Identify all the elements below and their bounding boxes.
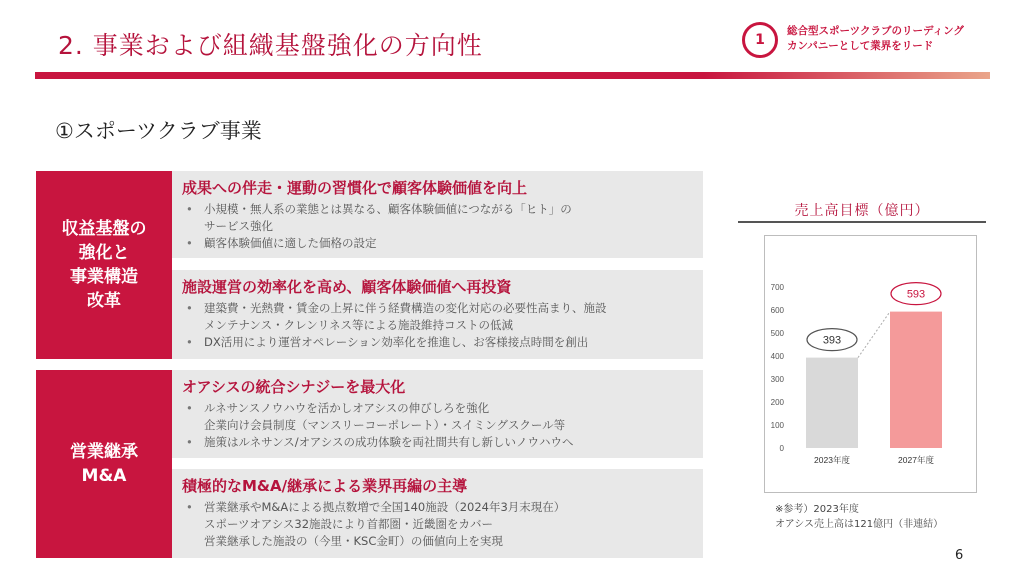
reference-note: ※参考）2023年度 オアシス売上高は121億円（非連結） — [775, 504, 944, 530]
bullet-item: • 施策はルネサンス/オアシスの成功体験を両社間共有し新しいノウハウへ — [182, 434, 693, 451]
bar — [806, 358, 858, 448]
chart-title-rule — [738, 221, 986, 223]
box-heading: 施設運営の効率化を高め、顧客体験価値へ再投資 — [182, 278, 512, 296]
data-label: 393 — [822, 334, 842, 347]
bullet-item-continued: 営業継承した施設の（今里・KSC金町）の価値向上を実現 — [204, 534, 503, 548]
content-box-1 — [172, 171, 703, 258]
y-tick-label: 300 — [770, 375, 784, 384]
bullet-list — [182, 400, 693, 451]
bullet-item: • 建築費・光熱費・賃金の上昇に伴う経費構造の変化対応の必要性高まり、施設 メンテナンス・クレンリネス等による施設維持コストの低減 — [182, 300, 693, 334]
y-tick-label: 600 — [770, 306, 784, 315]
bullet-list — [182, 499, 693, 550]
growth-connector-line — [858, 312, 890, 358]
y-tick-label: 0 — [779, 444, 784, 453]
bullet-item: • 小規模・無人系の業態とは異なる、顧客体験価値につながる「ヒト」の サービス強化 — [182, 201, 693, 235]
bullet-list — [182, 201, 693, 252]
bar — [890, 312, 942, 448]
bullet-item: • DX活用により運営オペレーション効率化を推進し、お客様接点時間を創出 — [182, 334, 693, 351]
bullet-item-continued: 企業向け会員制度（マンスリーコーポレート）・スイミングスクール等 — [204, 418, 566, 432]
badge-line-1: 総合型スポーツクラブのリーディング — [787, 25, 964, 37]
bullet-list — [182, 300, 693, 351]
bullet-item-continued: スポーツオアシス32施設により首都圏・近畿圏をカバー — [204, 517, 494, 531]
header-divider-bar — [35, 72, 990, 79]
x-tick-label: 2023年度 — [814, 455, 850, 465]
content-box-3 — [172, 370, 703, 458]
bullet-item: • ルネサンスノウハウを活かしオアシスの伸びしろを強化 — [182, 400, 693, 417]
page-title: 2. 事業および組織基盤強化の方向性 — [58, 31, 483, 60]
content-box-2 — [172, 270, 703, 359]
badge-circle-icon — [742, 22, 778, 58]
badge-line-2: カンパニーとして業界をリード — [787, 40, 934, 52]
x-tick-label: 2027年度 — [898, 455, 934, 465]
badge-caption — [787, 24, 987, 54]
y-tick-label: 400 — [770, 352, 784, 361]
data-label: 593 — [906, 288, 926, 301]
content-box-4 — [172, 469, 703, 558]
y-tick-label: 500 — [770, 329, 784, 338]
box-heading: オアシスの統合シナジーを最大化 — [182, 378, 406, 396]
page-number: 6 — [955, 548, 964, 563]
bullet-item: • 営業継承やM&Aによる拠点数増で全国140施設（2024年3月末現在） — [182, 499, 693, 516]
chart-title: 売上高目標（億円） — [794, 203, 930, 219]
y-tick-label: 200 — [770, 398, 784, 407]
y-tick-label: 100 — [770, 421, 784, 430]
side-block-revenue: 収益基盤の 強化と 事業構造 改革 — [36, 171, 172, 359]
y-tick-label: 700 — [770, 283, 784, 292]
bullet-item: • 顧客体験価値に適した価格の設定 — [182, 235, 693, 252]
badge-number: 1 — [755, 32, 765, 48]
side-block-ma: 営業継承 M&A — [36, 370, 172, 558]
revenue-chart — [764, 235, 977, 493]
section-title: ①スポーツクラブ事業 — [55, 119, 262, 143]
box-heading: 成果への伴走・運動の習慣化で顧客体験価値を向上 — [182, 179, 528, 197]
box-heading: 積極的なM&A/継承による業界再編の主導 — [182, 477, 468, 495]
